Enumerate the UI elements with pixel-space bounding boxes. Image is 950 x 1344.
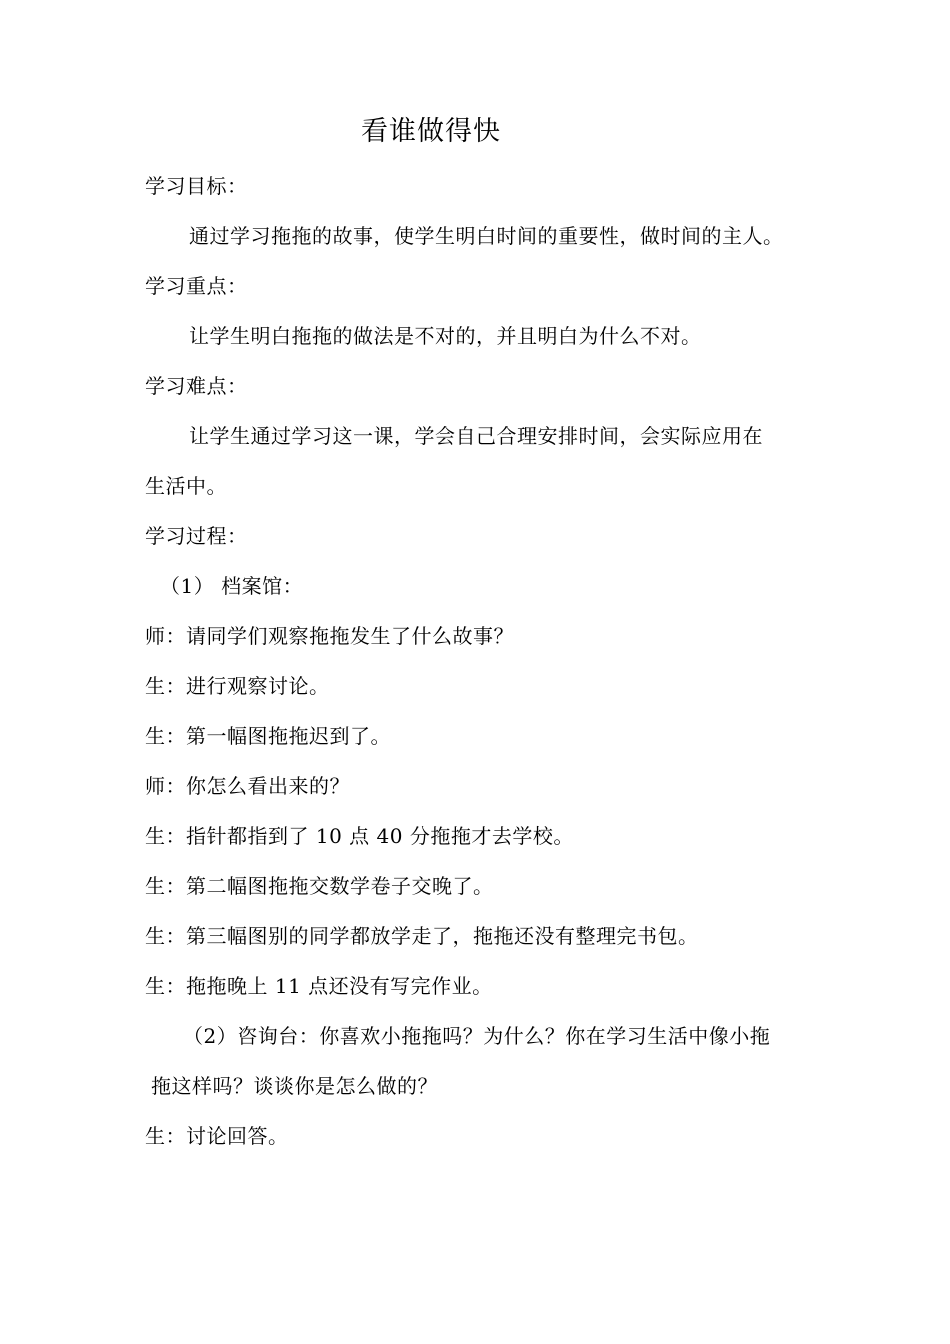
dialogue-line: 师：你怎么看出来的？ xyxy=(145,774,350,798)
dialogue-line: 生：指针都指到了 10 点 40 分拖拖才去学校。 xyxy=(145,824,574,848)
dialogue-line: 生：拖拖晚上 11 点还没有写完作业。 xyxy=(145,974,493,998)
dialogue-line: 师：请同学们观察拖拖发生了什么故事？ xyxy=(145,624,514,648)
dialogue-line: 生：讨论回答。 xyxy=(145,1124,289,1148)
section-consultation-line1: （2）咨询台：你喜欢小拖拖吗？为什么？你在学习生活中像小拖 xyxy=(183,1024,771,1048)
paragraph-key-point: 让学生明白拖拖的做法是不对的，并且明白为什么不对。 xyxy=(189,324,702,348)
dialogue-line: 生：进行观察讨论。 xyxy=(145,674,330,698)
dialogue-line: 生：第三幅图别的同学都放学走了，拖拖还没有整理完书包。 xyxy=(145,924,699,948)
heading-learning-process: 学习过程： xyxy=(145,524,248,548)
heading-key-point: 学习重点： xyxy=(145,274,248,298)
section-archive: （1） 档案馆： xyxy=(160,574,304,598)
dialogue-line: 生：第二幅图拖拖交数学卷子交晚了。 xyxy=(145,874,494,898)
paragraph-difficult-point-line2: 生活中。 xyxy=(145,474,227,498)
paragraph-difficult-point-line1: 让学生通过学习这一课，学会自己合理安排时间，会实际应用在 xyxy=(189,424,763,448)
heading-learning-goal: 学习目标： xyxy=(145,174,248,198)
heading-difficult-point: 学习难点： xyxy=(145,374,248,398)
dialogue-line: 生：第一幅图拖拖迟到了。 xyxy=(145,724,391,748)
page-title: 看谁做得快 xyxy=(361,116,501,147)
section-consultation-line2: 拖这样吗？谈谈你是怎么做的？ xyxy=(151,1074,438,1098)
paragraph-learning-goal: 通过学习拖拖的故事，使学生明白时间的重要性，做时间的主人。 xyxy=(189,224,784,248)
